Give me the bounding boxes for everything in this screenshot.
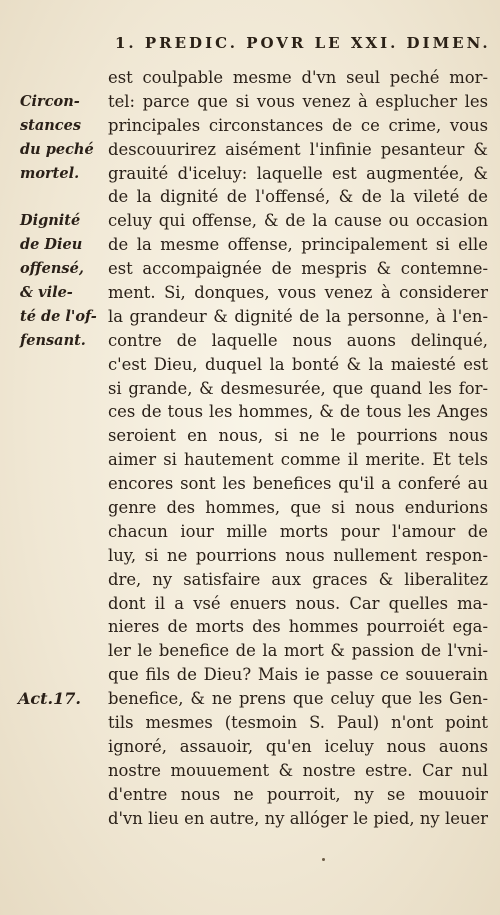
text-line: seroient en nous, si ne le pourrions nous <box>108 426 488 446</box>
text-line: c'est Dieu, duquel la bonté & la maiesté est <box>108 354 488 374</box>
text-line: dont il a vsé enuers nous. Car quelles ma- <box>108 593 488 613</box>
text-line: tils mesmes (tesmoin S. Paul) n'ont point <box>108 713 488 733</box>
text-line: encores sont les benefices qu'il a conferé au <box>108 474 488 494</box>
text-line: ces de tous les hommes, & de tous les Anges <box>108 402 488 422</box>
margin-note: mortel. <box>20 165 80 182</box>
text-line: descouurirez aisément l'infinie pesanteur & <box>108 139 488 159</box>
text-line: aimer si hautement comme il merite. Et tels <box>108 450 488 470</box>
text-line: que fils de Dieu? Mais ie passe ce souuerain <box>108 665 488 685</box>
text-line: tel: parce que si vous venez à esplucher les <box>108 91 488 111</box>
text-line: celuy qui offense, & de la cause ou occasion <box>108 211 488 231</box>
body-text <box>108 66 488 831</box>
text-line: genre des hommes, que si nous endurions <box>108 498 488 518</box>
text-line: est coulpable mesme d'vn seul peché mor- <box>108 68 488 87</box>
margin-note: té de l'of- <box>20 308 97 325</box>
text-line: chacun iour mille morts pour l'amour de <box>108 521 488 541</box>
margin-note: Dignité <box>20 212 81 229</box>
text-line: grauité d'iceluy: laquelle est augmentée, & <box>108 163 488 183</box>
margin-note: Circon- <box>20 93 80 110</box>
text-line: nostre mouuement & nostre estre. Car nul <box>108 760 488 780</box>
text-line: benefice, & ne prens que celuy que les Gen- <box>108 689 488 709</box>
text-line: ignoré, assauoir, qu'en iceluy nous auons <box>108 736 488 756</box>
text-line: d'vn lieu en autre, ny allóger le pied, ny leuer <box>108 808 488 828</box>
text-line: si grande, & desmesurée, que quand les for- <box>108 378 488 398</box>
margin-reference: Act.17. <box>18 689 81 708</box>
running-head: 1. PREDIC. POVR LE XXI. DIMEN. <box>115 34 491 52</box>
margin-note: & vile- <box>20 284 73 301</box>
text-line: principales circonstances de ce crime, vous <box>108 115 488 135</box>
text-line: d'entre nous ne pourroit, ny se mouuoir <box>108 784 488 804</box>
text-line: est accompaignée de mespris & contemne- <box>108 259 488 279</box>
text-line: ment. Si, donques, vous venez à considerer <box>108 283 488 303</box>
text-line: la grandeur & dignité de la personne, à l'en- <box>108 306 488 326</box>
text-line: ler le benefice de la mort & passion de l'vni- <box>108 641 488 661</box>
text-line: de la mesme offense, principalement si elle <box>108 235 488 255</box>
margin-note: offensé, <box>20 260 84 277</box>
margin-note: stances <box>20 117 82 134</box>
text-line: nieres de morts des hommes pourroiét ega- <box>108 617 488 637</box>
margin-note: fensant. <box>20 332 86 349</box>
text-line: dre, ny satisfaire aux graces & liberalitez <box>108 569 488 589</box>
margin-note: de Dieu <box>20 236 83 253</box>
ink-speck <box>322 858 325 861</box>
text-line: de la dignité de l'offensé, & de la vileté de <box>108 187 488 207</box>
text-line: contre de laquelle nous auons delinqué, <box>108 330 488 350</box>
margin-note: du peché <box>20 141 94 158</box>
text-line: luy, si ne pourrions nous nullement respon- <box>108 545 488 565</box>
